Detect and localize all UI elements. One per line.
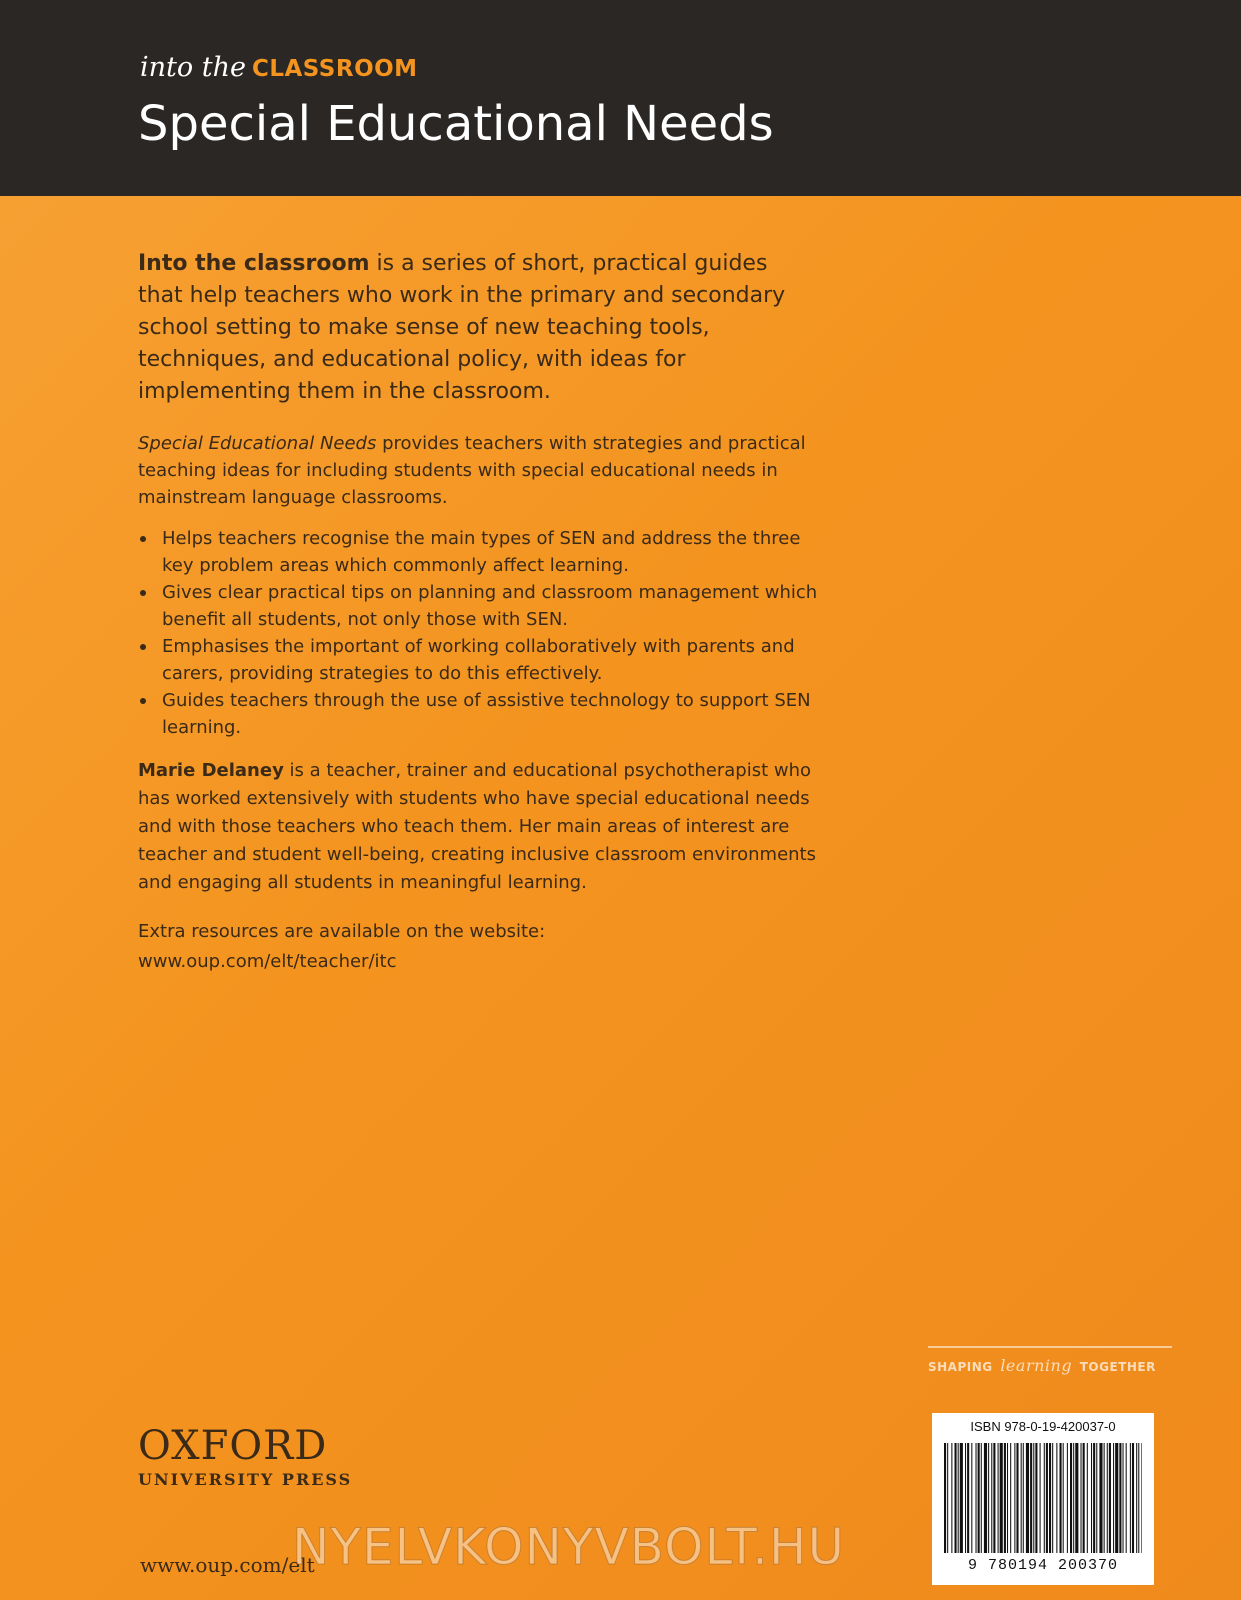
feature-list <box>138 525 818 741</box>
barcode-bar <box>1049 1443 1051 1553</box>
barcode-bar <box>1033 1443 1034 1553</box>
description-italic: Special Educational Needs <box>138 433 377 454</box>
description-rest: provides teachers with strategies and practical teaching ideas for including students with special educational needs in mainstream language classrooms. <box>138 433 806 508</box>
barcode-bar <box>1132 1443 1134 1553</box>
barcode-bar <box>1021 1443 1022 1553</box>
barcode-bar <box>1067 1443 1068 1553</box>
barcode-bar <box>976 1443 977 1553</box>
list-item-text: Helps teachers recognise the main types of SEN and address the three key problem areas which commonly affect learning. <box>162 528 801 576</box>
barcode-bar <box>1026 1443 1029 1553</box>
barcode-bar <box>944 1443 946 1553</box>
bullet-icon <box>140 590 146 596</box>
resources-text: Extra resources are available on the website: <box>138 921 546 942</box>
barcode-bar <box>993 1443 995 1553</box>
publisher-logo <box>138 1424 352 1492</box>
intro-rest: is a series of short, practical guides that help teachers who work in the primary and secondary school setting to make sense of new teaching tools, techniques, and educational policy, with ideas for implementing them in the classroom. <box>138 251 786 404</box>
list-item <box>138 633 818 687</box>
barcode-bar <box>1052 1443 1053 1553</box>
barcode-bar <box>958 1443 959 1553</box>
barcode-bar <box>1046 1443 1048 1553</box>
list-item <box>138 687 818 741</box>
barcode-bar <box>1044 1443 1045 1553</box>
publisher-url[interactable]: www.oup.com/elt <box>140 1553 315 1577</box>
barcode-bar <box>1010 1443 1011 1553</box>
publisher-subtitle: UNIVERSITY PRESS <box>138 1470 353 1489</box>
intro-bold: Into the classroom <box>138 251 370 276</box>
barcode-bar <box>947 1443 948 1553</box>
author-name: Marie Delaney <box>138 760 284 781</box>
barcode-bar <box>1030 1443 1032 1553</box>
series-name-caps: CLASSROOM <box>251 56 418 82</box>
barcode-digits: 9 780194 200370 <box>967 1557 1119 1574</box>
series-name <box>140 48 418 88</box>
barcode-bar <box>1093 1443 1095 1553</box>
barcode-bar <box>1004 1443 1006 1553</box>
barcode-bar <box>1130 1443 1131 1553</box>
list-item-text: Guides teachers through the use of assistive technology to support SEN learning. <box>162 690 811 738</box>
tagline-part1: SHAPING <box>928 1360 993 1374</box>
barcode-bar <box>1104 1443 1105 1553</box>
barcode-bar <box>978 1443 980 1553</box>
barcode-bar <box>1081 1443 1082 1553</box>
barcode-bar <box>955 1443 957 1553</box>
author-paragraph <box>138 757 818 897</box>
barcode-bar <box>984 1443 987 1553</box>
barcode-bar <box>965 1443 966 1553</box>
publisher-name: OXFORD <box>138 1423 328 1469</box>
bullet-icon <box>140 536 146 542</box>
barcode-bar <box>971 1443 972 1553</box>
barcode-bars <box>944 1443 1142 1553</box>
tagline-script: learning <box>1000 1356 1073 1375</box>
barcode-bar <box>1115 1443 1118 1553</box>
barcode-bar <box>1070 1443 1072 1553</box>
barcode-bar <box>1096 1443 1097 1553</box>
description-paragraph <box>138 430 818 511</box>
barcode-bar <box>1083 1443 1085 1553</box>
barcode-bar <box>1109 1443 1111 1553</box>
barcode-bar <box>1141 1443 1142 1553</box>
bullet-icon <box>140 698 146 704</box>
barcode-bar <box>1073 1443 1074 1553</box>
header-band <box>0 0 1241 196</box>
barcode-bar <box>1099 1443 1102 1553</box>
barcode-bar <box>1056 1443 1057 1553</box>
barcode-bar <box>1035 1443 1037 1553</box>
blurb <box>138 248 818 977</box>
barcode-bar <box>1063 1443 1064 1553</box>
barcode-bar <box>1107 1443 1108 1553</box>
barcode-bar <box>960 1443 963 1553</box>
barcode-bar <box>1091 1443 1092 1553</box>
barcode-bar <box>1113 1443 1114 1553</box>
barcode-bar <box>1016 1443 1018 1553</box>
barcode-bar <box>1087 1443 1088 1553</box>
barcode-bar <box>1007 1443 1008 1553</box>
author-bio: is a teacher, trainer and educational psychotherapist who has worked extensively with students who have special educational needs and with those teachers who teach them. Her main areas of interest are teacher and student well-being, creating inclusive classroom environments and engaging all students in meaningful learning. <box>138 760 816 893</box>
barcode-bar <box>1023 1443 1024 1553</box>
barcode-bar <box>1136 1443 1137 1553</box>
book-title: Special Educational Needs <box>138 96 774 152</box>
tagline-part2: TOGETHER <box>1079 1360 1156 1374</box>
barcode-bar <box>981 1443 982 1553</box>
barcode-bar <box>1119 1443 1121 1553</box>
series-name-italic: into the <box>140 52 246 83</box>
isbn-label: ISBN 978-0-19-420037-0 <box>970 1419 1116 1434</box>
barcode-bar <box>967 1443 969 1553</box>
barcode-bar <box>1000 1443 1003 1553</box>
barcode <box>932 1413 1154 1585</box>
barcode-bar <box>998 1443 999 1553</box>
bullet-icon <box>140 644 146 650</box>
barcode-bar <box>1138 1443 1139 1553</box>
watermark: NYELVKONYVBOLT.HU <box>292 1518 846 1576</box>
list-item-text: Gives clear practical tips on planning and classroom management which benefit all students, not only those with SEN. <box>162 582 818 630</box>
barcode-bar <box>1075 1443 1078 1553</box>
list-item-text: Emphasises the important of working collaboratively with parents and carers, providing strategies to do this effectively. <box>162 636 795 684</box>
list-item <box>138 579 818 633</box>
barcode-bar <box>988 1443 989 1553</box>
barcode-bar <box>1014 1443 1015 1553</box>
resources-link[interactable]: www.oup.com/elt/teacher/itc <box>138 951 397 972</box>
barcode-bar <box>1040 1443 1041 1553</box>
intro-paragraph <box>138 248 818 408</box>
barcode-bar <box>1126 1443 1127 1553</box>
barcode-bar <box>951 1443 952 1553</box>
resources-paragraph <box>138 917 818 977</box>
barcode-bar <box>991 1443 992 1553</box>
barcode-bar <box>1060 1443 1062 1553</box>
publisher-tagline <box>928 1346 1172 1375</box>
list-item <box>138 525 818 579</box>
barcode-bar <box>1123 1443 1124 1553</box>
